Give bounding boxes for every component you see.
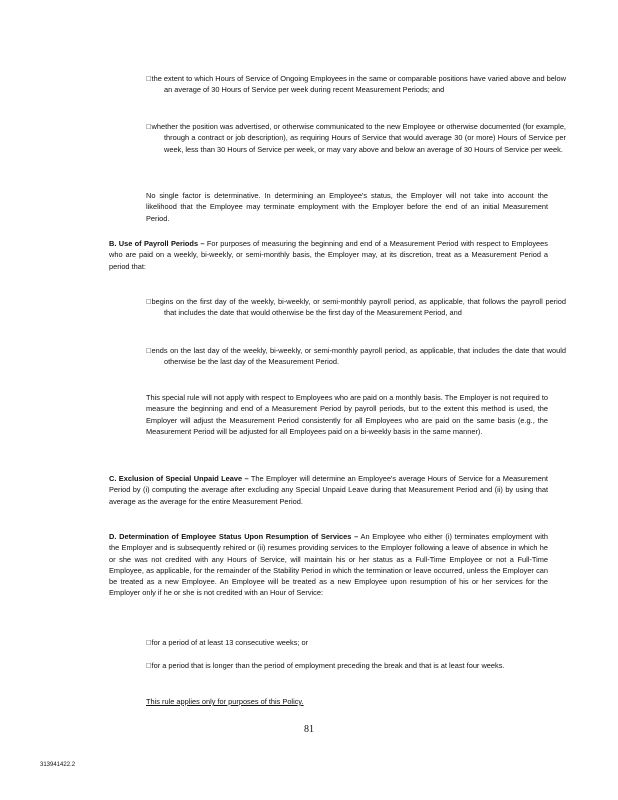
bullet-begins xyxy=(146,296,566,319)
bullet-text: for a period that is longer than the period of employment preceding the break and that is at least four weeks. xyxy=(146,661,499,670)
footer-doc-code: 313941422.2 xyxy=(40,762,76,768)
bullet-advertised xyxy=(146,121,566,155)
paragraph-no-single-factor: No single factor is determinative. In determining an Employee's status, the Employer will not take into account the likelihood that the Employee may terminate employment with the Employer before the end of an initial Measurement Period. xyxy=(146,191,548,223)
bullet-longer-period xyxy=(146,660,566,671)
bullet-text: ends on the last day of the weekly, bi-weekly, or semi-monthly payroll period, as applicable, that includes the date that would otherwise be the last day of the Measurement Period. xyxy=(146,346,566,367)
section-d-heading: Determination of Employee Status Upon Resumption of Services – xyxy=(119,532,359,541)
bullet-13-weeks xyxy=(146,637,566,648)
bullet-text: whether the position was advertised, or otherwise communicated to the new Employee or otherwise documented (for example, through a contract or job description), as requiring Hours of Service that would average 30 (or more) Hours of Service per week, less than 30 Hours of Service per week, or may vary above and below an average of 30 Hours of Service per week. xyxy=(146,122,566,154)
section-c-text: The Employer will determine an Employee's average Hours of Service for a Measurement Period by (i) computing the average after excluding any Special Unpaid Leave during that Measurement Period and (ii) by using that average as the average for the entire Measurement Period. xyxy=(109,474,548,506)
bullet-ends xyxy=(146,345,566,368)
section-b xyxy=(109,238,548,272)
section-c xyxy=(109,473,548,507)
section-b-letter: B. xyxy=(109,239,117,248)
bullet-text: for a period of at least 13 consecutive weeks; or xyxy=(146,638,303,647)
section-c-letter: C. xyxy=(109,474,117,483)
section-b-text: For purposes of measuring the beginning and end of a Measurement Period with respect to Employees who are paid on a weekly, bi-weekly, or semi-monthly basis, the Employer may, at its discretion, treat as a Measurement Period a period that: xyxy=(109,239,548,271)
section-d-text: An Employee who either (i) terminates employment with the Employer and is subsequently rehired or (ii) resumes providing services to the Employer following a leave of absence in which he or she was not credited with any Hours of Service, will maintain his or her status as a Full-Time Employee or not a Full-Time Employee, as applicable, for the remainder of the Stability Period in which the termination or leave occurred, unless the Employer can be treated as a new Employee. An Employee will be treated as a new Employee upon resumption of his or her services for the Employer only if he or she is not credited with an Hour of Service: xyxy=(109,532,549,598)
page-number: 81 xyxy=(304,724,314,735)
closing-rule: This rule applies only for purposes of this Policy. xyxy=(146,697,304,706)
section-c-heading: Exclusion of Special Unpaid Leave – xyxy=(118,474,249,483)
bullet-text: the extent to which Hours of Service of Ongoing Employees in the same or comparable positions have varied above and below an average of 30 Hours of Service per week during recent Measurement Periods; and xyxy=(146,74,566,95)
bullet-text: begins on the first day of the weekly, bi-weekly, or semi-monthly payroll period, as applicable, that follows the payroll period that includes the date that would otherwise be the first day of the Measurement Period, and xyxy=(146,297,566,318)
bullet-extent xyxy=(146,73,566,96)
section-b-heading: Use of Payroll Periods – xyxy=(118,239,205,248)
section-d-letter: D. xyxy=(109,532,117,541)
section-d xyxy=(109,531,548,599)
paragraph-special-rule: This special rule will not apply with respect to Employees who are paid on a monthly basis. The Employer is not required to measure the beginning and end of a Measurement Period by payroll periods, but to the extent this method is used, the Employer will adjust the Measurement Period consistently for all Employees who are paid on the same basis (e.g., the Measurement Period will be adjusted for all Employees paid on a bi-weekly basis in the same manner). xyxy=(146,393,548,436)
